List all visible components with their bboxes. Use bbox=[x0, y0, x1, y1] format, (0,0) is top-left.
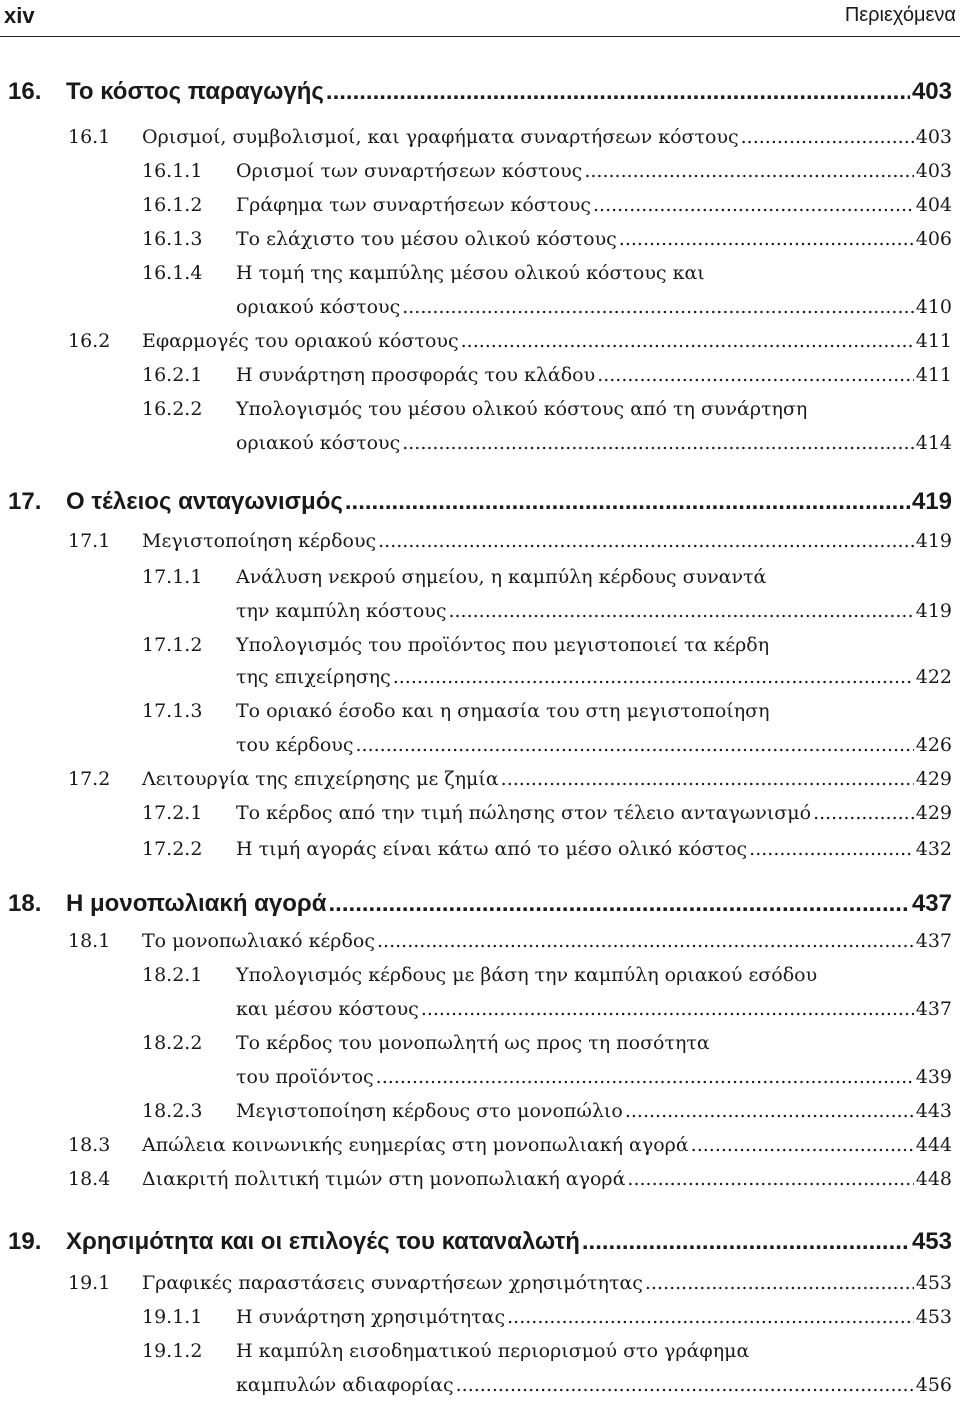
entry-page: 414 bbox=[915, 432, 952, 454]
subsection-number: 18.2.3 bbox=[142, 1100, 203, 1122]
dot-leader bbox=[377, 930, 914, 952]
subsection-number: 16.2.2 bbox=[142, 398, 203, 420]
subsection-number: 17.1.3 bbox=[142, 700, 203, 722]
subsection-number: 17.1.1 bbox=[142, 566, 203, 588]
entry-page: 453 bbox=[915, 1272, 952, 1294]
dot-leader bbox=[645, 1272, 914, 1294]
entry-title-line: Το κέρδος του μονοπωλητή ως προς τη ποσότητα bbox=[236, 1032, 710, 1054]
chapter-page: 453 bbox=[911, 1228, 952, 1255]
section-entry bbox=[142, 768, 952, 790]
dot-leader bbox=[619, 228, 914, 250]
entry-page: 419 bbox=[915, 530, 952, 552]
entry-title: Το ελάχιστο του μέσου ολικού κόστους bbox=[236, 228, 617, 250]
chapter-title: Χρησιμότητα και οι επιλογές του καταναλωτή bbox=[66, 1228, 580, 1255]
section-number: 18.3 bbox=[68, 1134, 111, 1156]
chapter-number: 19. bbox=[8, 1228, 42, 1255]
section-entry bbox=[142, 126, 952, 148]
entry-title: Το μονοπωλιακό κέρδος bbox=[142, 930, 375, 952]
dot-leader bbox=[691, 1134, 914, 1156]
entry-page: 443 bbox=[915, 1100, 952, 1122]
entry-page: 429 bbox=[915, 802, 952, 824]
dot-leader bbox=[582, 1228, 910, 1256]
entry-title: του προϊόντος bbox=[236, 1066, 374, 1088]
entry-title: Ορισμοί των συναρτήσεων κόστους bbox=[236, 160, 583, 182]
entry-title: Γράφημα των συναρτήσεων κόστους bbox=[236, 194, 591, 216]
subsection-entry bbox=[236, 1100, 952, 1122]
dot-leader bbox=[448, 600, 913, 622]
entry-title: Η συνάρτηση χρησιμότητας bbox=[236, 1306, 506, 1328]
entry-page: 432 bbox=[915, 838, 952, 860]
chapter-title: Η μονοπωλιακή αγορά bbox=[66, 890, 327, 917]
dot-leader bbox=[356, 734, 914, 756]
subsection-number: 17.2.2 bbox=[142, 838, 203, 860]
dot-leader bbox=[376, 1066, 914, 1088]
section-number: 18.4 bbox=[68, 1168, 111, 1190]
subsection-entry bbox=[236, 600, 952, 622]
page-number: xiv bbox=[4, 3, 35, 28]
entry-page: 422 bbox=[915, 666, 952, 688]
entry-title: οριακού κόστους bbox=[236, 432, 401, 454]
subsection-number: 19.1.1 bbox=[142, 1306, 203, 1328]
dot-leader bbox=[625, 1100, 914, 1122]
entry-title-line: Η τομή της καμπύλης μέσου ολικού κόστους και bbox=[236, 262, 705, 284]
entry-title: Η τιμή αγοράς είναι κάτω από το μέσο ολικό κόστος bbox=[236, 838, 748, 860]
dot-leader bbox=[378, 530, 914, 552]
section-entry bbox=[142, 930, 952, 952]
subsection-number: 18.2.2 bbox=[142, 1032, 203, 1054]
section-entry bbox=[142, 1168, 952, 1190]
subsection-entry bbox=[236, 432, 952, 454]
subsection-number: 16.1.1 bbox=[142, 160, 203, 182]
entry-title: Η συνάρτηση προσφοράς του κλάδου bbox=[236, 364, 596, 386]
subsection-entry bbox=[236, 666, 952, 688]
chapter-page: 403 bbox=[911, 78, 952, 105]
chapter-number: 17. bbox=[8, 488, 42, 515]
subsection-number: 16.1.2 bbox=[142, 194, 203, 216]
section-entry bbox=[142, 1134, 952, 1156]
entry-title: Ορισμοί, συμβολισμοί, και γραφήματα συναρτήσεων κόστους bbox=[142, 126, 739, 148]
chapter-title: Το κόστος παραγωγής bbox=[66, 78, 324, 105]
entry-title: την καμπύλη κόστους bbox=[236, 600, 447, 622]
section-number: 17.2 bbox=[68, 768, 111, 790]
section-entry bbox=[142, 1272, 952, 1294]
subsection-number: 17.1.2 bbox=[142, 634, 203, 656]
entry-title: Διακριτή πολιτική τιμών στη μονοπωλιακή αγορά bbox=[142, 1168, 626, 1190]
subsection-entry bbox=[236, 1066, 952, 1088]
entry-page: 403 bbox=[915, 126, 952, 148]
chapter-heading bbox=[66, 78, 952, 106]
section-entry bbox=[142, 330, 952, 352]
dot-leader bbox=[501, 768, 914, 790]
entry-page: 453 bbox=[915, 1306, 952, 1328]
entry-page: 439 bbox=[915, 1066, 952, 1088]
entry-page: 419 bbox=[915, 600, 952, 622]
entry-page: 410 bbox=[915, 296, 952, 318]
subsection-entry bbox=[236, 1374, 952, 1396]
dot-leader bbox=[456, 1374, 914, 1396]
entry-page: 429 bbox=[915, 768, 952, 790]
dot-leader bbox=[421, 998, 914, 1020]
chapter-heading bbox=[66, 890, 952, 918]
subsection-entry bbox=[236, 228, 952, 250]
subsection-number: 16.1.3 bbox=[142, 228, 203, 250]
entry-title: Το κέρδος από την τιμή πώλησης στον τέλειο ανταγωνισμό bbox=[236, 802, 812, 824]
entry-title: και μέσου κόστους bbox=[236, 998, 419, 1020]
entry-title-line: Το οριακό έσοδο και η σημασία του στη μεγιστοποίηση bbox=[236, 700, 770, 722]
chapter-title: Ο τέλειος ανταγωνισμός bbox=[66, 488, 343, 515]
dot-leader bbox=[326, 78, 910, 106]
entry-title: Εφαρμογές του οριακού κόστους bbox=[142, 330, 459, 352]
chapter-number: 16. bbox=[8, 78, 42, 105]
section-number: 16.1 bbox=[68, 126, 111, 148]
chapter-page: 437 bbox=[911, 890, 952, 917]
entry-page: 403 bbox=[915, 160, 952, 182]
subsection-entry bbox=[236, 734, 952, 756]
chapter-heading bbox=[66, 488, 952, 516]
entry-page: 444 bbox=[915, 1134, 952, 1156]
entry-title: καμπυλών αδιαφορίας bbox=[236, 1374, 454, 1396]
chapter-heading bbox=[66, 1228, 952, 1256]
subsection-number: 18.2.1 bbox=[142, 964, 203, 986]
section-number: 18.1 bbox=[68, 930, 111, 952]
entry-page: 456 bbox=[915, 1374, 952, 1396]
entry-title-line: Υπολογισμός κέρδους με βάση την καμπύλη οριακού εσόδου bbox=[236, 964, 818, 986]
dot-leader bbox=[813, 802, 914, 824]
section-number: 19.1 bbox=[68, 1272, 111, 1294]
dot-leader bbox=[741, 126, 914, 148]
entry-title: Γραφικές παραστάσεις συναρτήσεων χρησιμότητας bbox=[142, 1272, 643, 1294]
dot-leader bbox=[393, 666, 914, 688]
entry-title: Λειτουργία της επιχείρησης με ζημία bbox=[142, 768, 499, 790]
subsection-entry bbox=[236, 160, 952, 182]
entry-title-line: Υπολογισμός του προϊόντος που μεγιστοποιεί τα κέρδη bbox=[236, 634, 770, 656]
entry-title: Μεγιστοποίηση κέρδους στο μονοπώλιο bbox=[236, 1100, 623, 1122]
dot-leader bbox=[402, 432, 914, 454]
dot-leader bbox=[461, 330, 914, 352]
entry-title: Μεγιστοποίηση κέρδους bbox=[142, 530, 377, 552]
subsection-entry bbox=[236, 364, 952, 386]
dot-leader bbox=[584, 160, 913, 182]
section-number: 16.2 bbox=[68, 330, 111, 352]
dot-leader bbox=[749, 838, 914, 860]
subsection-entry bbox=[236, 838, 952, 860]
subsection-entry bbox=[236, 1306, 952, 1328]
subsection-number: 17.2.1 bbox=[142, 802, 203, 824]
entry-page: 426 bbox=[915, 734, 952, 756]
entry-page: 406 bbox=[915, 228, 952, 250]
entry-title: της επιχείρησης bbox=[236, 666, 391, 688]
entry-page: 404 bbox=[915, 194, 952, 216]
subsection-number: 16.2.1 bbox=[142, 364, 203, 386]
dot-leader bbox=[597, 364, 914, 386]
dot-leader bbox=[593, 194, 914, 216]
entry-title-line: Η καμπύλη εισοδηματικού περιορισμού στο γράφημα bbox=[236, 1340, 750, 1362]
subsection-entry bbox=[236, 802, 952, 824]
running-title: Περιεχόμενα bbox=[844, 4, 956, 26]
chapter-page: 419 bbox=[911, 488, 952, 515]
dot-leader bbox=[345, 488, 910, 516]
entry-page: 437 bbox=[915, 930, 952, 952]
chapter-number: 18. bbox=[8, 890, 42, 917]
subsection-entry bbox=[236, 194, 952, 216]
dot-leader bbox=[402, 296, 914, 318]
entry-page: 448 bbox=[915, 1168, 952, 1190]
subsection-number: 19.1.2 bbox=[142, 1340, 203, 1362]
dot-leader bbox=[329, 890, 910, 918]
entry-page: 437 bbox=[915, 998, 952, 1020]
entry-title: οριακού κόστους bbox=[236, 296, 401, 318]
subsection-entry bbox=[236, 998, 952, 1020]
entry-page: 411 bbox=[915, 330, 952, 352]
entry-title-line: Ανάλυση νεκρού σημείου, η καμπύλη κέρδους συναντά bbox=[236, 566, 767, 588]
subsection-number: 16.1.4 bbox=[142, 262, 203, 284]
entry-page: 411 bbox=[915, 364, 952, 386]
page-header bbox=[0, 0, 960, 37]
dot-leader bbox=[627, 1168, 913, 1190]
entry-title-line: Υπολογισμός του μέσου ολικού κόστους από τη συνάρτηση bbox=[236, 398, 808, 420]
section-number: 17.1 bbox=[68, 530, 111, 552]
subsection-entry bbox=[236, 296, 952, 318]
entry-title: του κέρδους bbox=[236, 734, 354, 756]
dot-leader bbox=[507, 1306, 914, 1328]
entry-title: Απώλεια κοινωνικής ευημερίας στη μονοπωλιακή αγορά bbox=[142, 1134, 689, 1156]
section-entry bbox=[142, 530, 952, 552]
